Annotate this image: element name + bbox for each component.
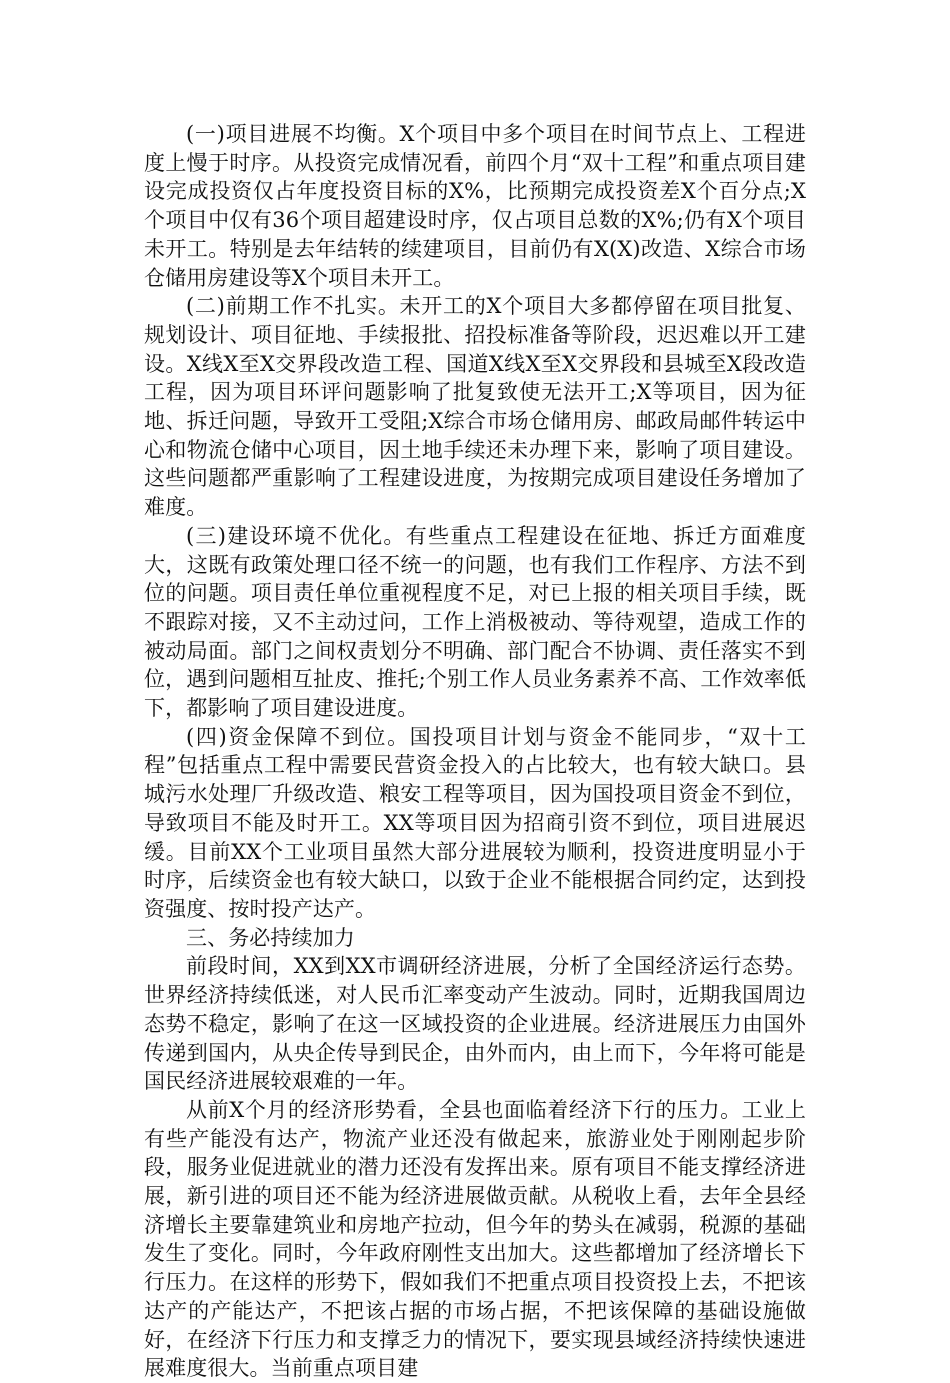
paragraph-preliminary-work: (二)前期工作不扎实。未开工的X个项目大多都停留在项目批复、规划设计、项目征地、手续报批、招投标准备等阶段，迟迟难以开工建设。X线X至X交界段改造工程、国道X线X至X交界段和县城至X段改造工程，因为项目环评问题影响了批复致使无法开工;X等项目，因为征地、拆迁问题，导致开工受阻;X综合市场仓储用房、邮政局邮件转运中心和物流仓储中心项目，因土地手续还未办理下来，影响了项目建设。这些问题都严重影响了工程建设进度，为按期完成项目建设任务增加了难度。 [144,294,806,520]
paragraph-construction-environment: (三)建设环境不优化。有些重点工程建设在征地、拆迁方面难度大，这既有政策处理口径不统一的问题，也有我们工作程序、方法不到位的问题。项目责任单位重视程度不足，对已上报的相关项目手续，既不跟踪对接，又不主动过问，工作上消极被动、等待观望，造成工作的被动局面。部门之间权责划分不明确、部门配合不协调、责任落实不到位，遇到问题相互扯皮、推托;个别工作人员业务素养不高、工作效率低下，都影响了项目建设进度。 [144,523,806,721]
document-page [144,120,806,1383]
paragraph-county-pressure: 从前X个月的经济形势看，全县也面临着经济下行的压力。工业上有些产能没有达产，物流产业还没有做起来，旅游业处于刚刚起步阶段，服务业促进就业的潜力还没有发挥出来。原有项目不能支撑经济进展，新引进的项目还不能为经济进展做贡献。从税收上看，去年全县经济增长主要靠建筑业和房地产拉动，但今年的势头在减弱，税源的基础发生了变化。同时，今年政府刚性支出加大。这些都增加了经济增长下行压力。在这样的形势下，假如我们不把重点项目投资投上去，不把该达产的产能达产，不把该占据的市场占据，不把该保障的基础设施做好，在经济下行压力和支撑乏力的情况下，要实现县域经济持续快速进展难度很大。当前重点项目建 [144,1097,806,1381]
section-heading: 三、务必持续加力 [186,925,355,950]
paragraph-project-imbalance: (一)项目进展不均衡。X个项目中多个项目在时间节点上、工程进度上慢于时序。从投资完成情况看，前四个月“双十工程”和重点项目建设完成投资仅占年度投资目标的X%，比预期完成投资差X个百分点;X个项目中仅有36个项目超建设时序，仅占项目总数的X%;仍有X个项目未开工。特别是去年结转的续建项目，目前仍有X(X)改造、X综合市场仓储用房建设等X个项目未开工。 [144,122,806,290]
paragraph-economic-situation: 前段时间，XX到XX市调研经济进展，分析了全国经济运行态势。世界经济持续低迷，对人民币汇率变动产生波动。同时，近期我国周边态势不稳定，影响了在这一区域投资的企业进展。经济进展压力由国外传递到国内，从央企传导到民企，由外而内，由上而下，今年将可能是国民经济进展较艰难的一年。 [144,954,806,1094]
paragraph-funding-guarantee: (四)资金保障不到位。国投项目计划与资金不能同步，“双十工程”包括重点工程中需要民营资金投入的占比较大，也有较大缺口。县城污水处理厂升级改造、粮安工程等项目，因为国投项目资金不到位，导致项目不能及时开工。XX等项目因为招商引资不到位，项目进展迟缓。目前XX个工业项目虽然大部分进展较为顺利，投资进度明显小于时序，后续资金也有较大缺口，以致于企业不能根据合同约定，达到投资强度、按时投产达产。 [144,724,806,921]
